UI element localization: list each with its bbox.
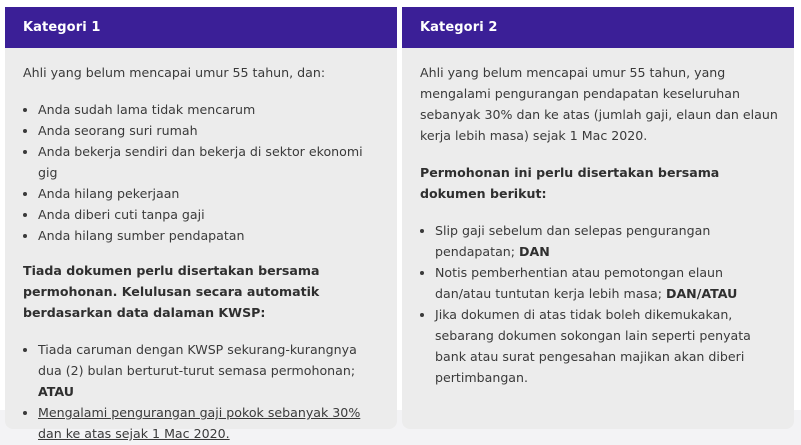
- list-item: • Anda seorang suri rumah: [38, 120, 383, 141]
- category-1-card: [5, 7, 397, 441]
- category-2-title: Kategori 2: [402, 7, 794, 48]
- salary-reduction-link[interactable]: Mengalami pengurangan gaji pokok sebanyak 30% dan ke atas sejak 1 Mac 2020.: [38, 405, 361, 441]
- category-2-note: Permohonan ini perlu disertakan bersama dokumen berikut:: [420, 165, 720, 201]
- item-text: Jika dokumen di atas tidak boleh dikemukakan, sebarang dokumen sokongan lain seperti penyata bank atau surat pengesahan majikan akan diberi pertimbangan.: [435, 307, 751, 385]
- item-text: Slip gaji sebelum dan selepas pengurangan pendapatan;: [435, 223, 711, 259]
- category-2-card: [402, 7, 794, 429]
- item-text: Notis pemberhentian atau pemotongan elaun dan/atau tuntutan kerja lebih masa;: [435, 265, 724, 301]
- category-1-criteria: [23, 339, 383, 444]
- list-item: [38, 402, 383, 444]
- category-1-title: Kategori 1: [5, 7, 397, 48]
- list-item: • Anda hilang sumber pendapatan: [38, 225, 383, 246]
- criteria-connector: ATAU: [38, 384, 74, 399]
- list-item: [435, 304, 780, 388]
- list-item: • Anda hilang pekerjaan: [38, 183, 383, 204]
- category-2-body: [402, 48, 794, 388]
- category-1-intro: Ahli yang belum mencapai umur 55 tahun, dan:: [23, 65, 326, 80]
- item-connector: DAN/ATAU: [665, 286, 738, 301]
- list-item: • Anda sudah lama tidak mencarum: [38, 99, 383, 120]
- list-item: [435, 220, 780, 262]
- category-1-body: [5, 48, 397, 444]
- list-item: [435, 262, 780, 304]
- list-item: • Anda diberi cuti tanpa gaji: [38, 204, 383, 225]
- category-2-list: [420, 220, 780, 388]
- list-item: [38, 339, 383, 402]
- category-2-intro: Ahli yang belum mencapai umur 55 tahun, yang mengalami pengurangan pendapatan keseluruhan sebanyak 30% dan ke atas (jumlah gaji, elaun dan elaun kerja lebih masa) sejak 1 Mac 2020.: [420, 65, 778, 143]
- category-1-list: [23, 99, 383, 246]
- item-connector: DAN: [519, 244, 550, 259]
- category-1-note: Tiada dokumen perlu disertakan bersama permohonan. Kelulusan secara automatik berdasarkan data dalaman KWSP:: [23, 263, 320, 320]
- criteria-text: Tiada caruman dengan KWSP sekurang-kurangnya dua (2) bulan berturut-turut semasa permohonan;: [38, 342, 357, 378]
- list-item: • Anda bekerja sendiri dan bekerja di sektor ekonomi gig: [38, 141, 383, 183]
